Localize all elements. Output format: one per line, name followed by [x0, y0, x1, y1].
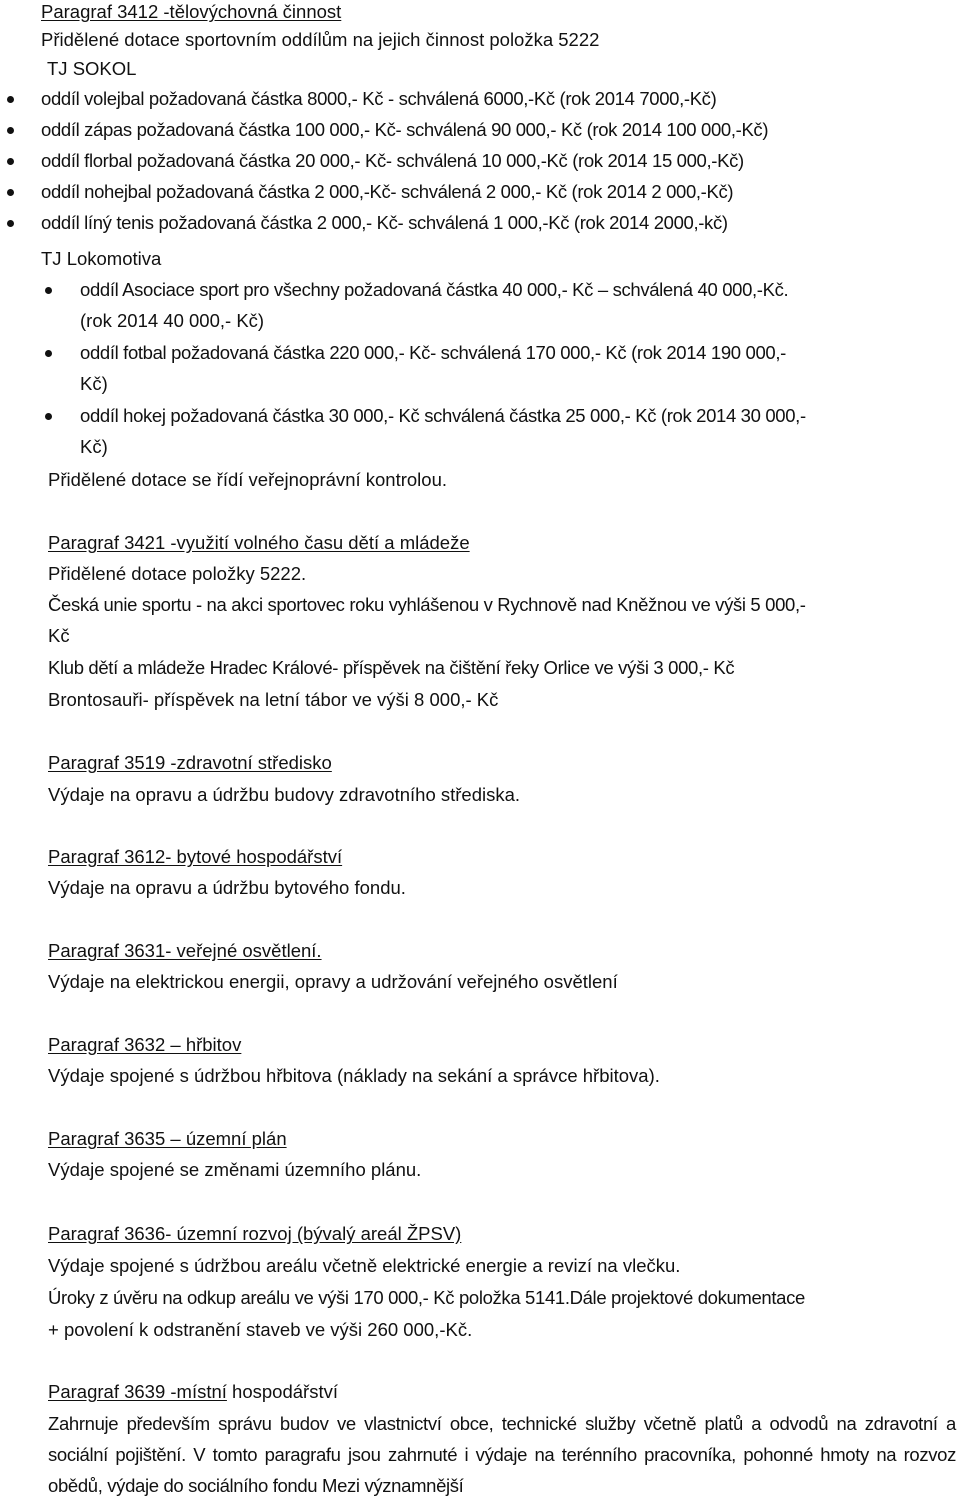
- section-text: + povolení k odstranění staveb ve výši 260 000,-Kč.: [48, 1319, 473, 1340]
- section-text: Brontosauři- příspěvek na letní tábor ve výši 8 000,- Kč: [48, 689, 499, 710]
- section-heading-3612: Paragraf 3612- bytové hospodářství: [48, 846, 343, 867]
- bullet-icon: [7, 158, 14, 165]
- section-heading-3636: Paragraf 3636- územní rozvoj (bývalý areál ŽPSV): [48, 1223, 462, 1244]
- section-heading-3519: Paragraf 3519 -zdravotní středisko: [48, 752, 332, 773]
- bullet-icon: [45, 287, 52, 294]
- section-text: Přidělené dotace položky 5222.: [48, 563, 307, 584]
- heading-part: Paragraf 3639 -místní: [48, 1381, 227, 1402]
- bullet-icon: [45, 413, 52, 420]
- list-item: oddíl nohejbal požadovaná částka 2 000,-Kč- schválená 2 000,- Kč (rok 2014 2 000,-Kč): [41, 181, 734, 202]
- control-note: Přidělené dotace se řídí veřejnoprávní kontrolou.: [48, 469, 448, 490]
- section-heading-3421: Paragraf 3421 -využití volného času dětí a mládeže: [48, 532, 470, 553]
- section-text: Výdaje spojené s údržbou hřbitova (náklady na sekání a správce hřbitova).: [48, 1065, 660, 1086]
- section-text: Česká unie sportu - na akci sportovec roku vyhlášenou v Rychnově nad Kněžnou ve výši 5 000,-: [48, 594, 806, 615]
- section-text: Výdaje spojené s údržbou areálu včetně elektrické energie a revizí na vlečku.: [48, 1255, 681, 1276]
- bullet-icon: [7, 96, 14, 103]
- club-name-sokol: TJ SOKOL: [47, 58, 137, 79]
- section-text: Výdaje na opravu a údržbu budovy zdravotního střediska.: [48, 784, 521, 805]
- bullet-icon: [7, 189, 14, 196]
- list-item: oddíl zápas požadovaná částka 100 000,- Kč- schválená 90 000,- Kč (rok 2014 100 000,-Kč): [41, 119, 769, 140]
- section-heading-3631: Paragraf 3631- veřejné osvětlení.: [48, 940, 322, 961]
- section-text: Výdaje na elektrickou energii, opravy a udržování veřejného osvětlení: [48, 971, 618, 992]
- list-item: oddíl Asociace sport pro všechny požadovaná částka 40 000,- Kč – schválená 40 000,-Kč.: [80, 279, 789, 300]
- heading-part: hospodářství: [226, 1381, 338, 1402]
- list-item-continuation: Kč): [80, 373, 108, 394]
- list-item: oddíl florbal požadovaná částka 20 000,- Kč- schválená 10 000,-Kč (rok 2014 15 000,-Kč): [41, 150, 744, 171]
- section-text: Výdaje na opravu a údržbu bytového fondu.: [48, 877, 406, 898]
- section-heading-3632: Paragraf 3632 – hřbitov: [48, 1034, 242, 1055]
- bullet-icon: [7, 220, 14, 227]
- bullet-icon: [7, 127, 14, 134]
- section-text: Úroky z úvěru na odkup areálu ve výši 170 000,- Kč položka 5141.Dále projektové dokumentace: [48, 1287, 805, 1308]
- section-heading-3635: Paragraf 3635 – územní plán: [48, 1128, 287, 1149]
- section-paragraph: Zahrnuje především správu budov ve vlastnictví obce, technické služby včetně platů a odvodů na zdravotní a sociální pojištění. V tomto paragrafu jsou zahrnuté i výdaje na terénního pracovníka, pohonné hmoty na rozvoz obědů, výdaje do sociálního fondu Mezi významnější: [48, 1413, 956, 1496]
- club-name-lokomotiva: TJ Lokomotiva: [41, 248, 162, 269]
- section-text: Kč: [48, 625, 70, 646]
- list-item: oddíl hokej požadovaná částka 30 000,- Kč schválená částka 25 000,- Kč (rok 2014 30 000,-: [80, 405, 806, 426]
- section-text: Výdaje spojené se změnami územního plánu.: [48, 1159, 422, 1180]
- section-intro: Přidělené dotace sportovním oddílům na jejich činnost položka 5222: [41, 29, 600, 50]
- section-text: Klub dětí a mládeže Hradec Králové- příspěvek na čištění řeky Orlice ve výši 3 000,- Kč: [48, 657, 735, 678]
- list-item-continuation: (rok 2014 40 000,- Kč): [80, 310, 265, 331]
- section-heading-3412: Paragraf 3412 -tělovýchovná činnost: [41, 1, 342, 22]
- section-heading-3639: [48, 1380, 338, 1404]
- list-item: oddíl fotbal požadovaná částka 220 000,- Kč- schválená 170 000,- Kč (rok 2014 190 000,-: [80, 342, 786, 363]
- bullet-icon: [45, 350, 52, 357]
- list-item-continuation: Kč): [80, 436, 108, 457]
- list-item: oddíl volejbal požadovaná částka 8000,- Kč - schválená 6000,-Kč (rok 2014 7000,-Kč): [41, 88, 717, 109]
- list-item: oddíl líný tenis požadovaná částka 2 000,- Kč- schválená 1 000,-Kč (rok 2014 2000,-kč): [41, 212, 728, 233]
